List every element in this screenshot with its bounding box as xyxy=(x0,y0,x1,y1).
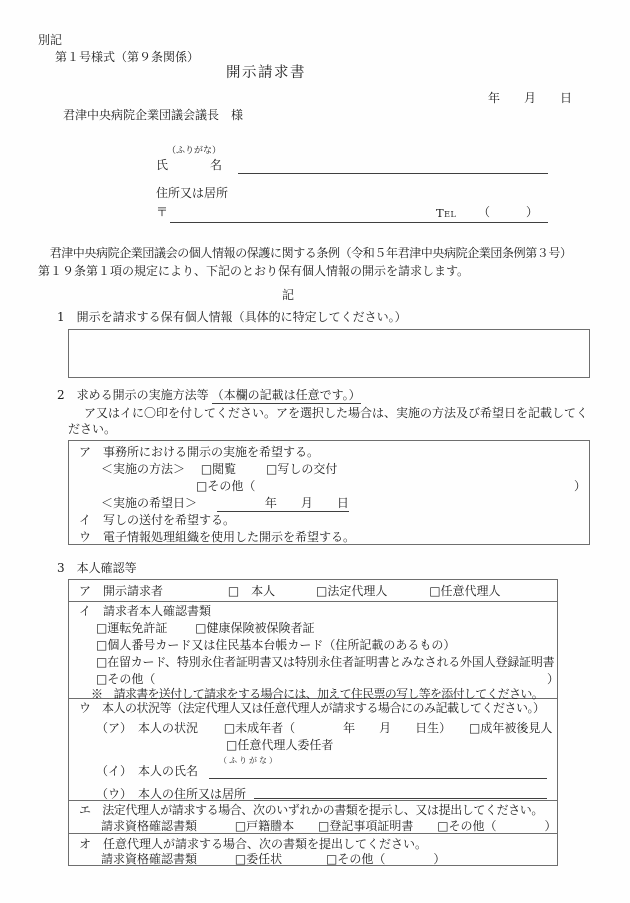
checkbox-legal-rep[interactable]: □法定代理人 xyxy=(316,584,388,598)
date-fill-line[interactable]: 年 月 日 xyxy=(487,91,572,105)
address-label: 住所又は居所 xyxy=(156,186,229,200)
furigana-label: （ふりがな） xyxy=(167,146,222,156)
method-option-u: ウ 電子情報処理組織を使用した開示を希望する。 xyxy=(79,530,356,544)
tel-fill-parens[interactable]: （ ） xyxy=(478,205,539,219)
legal-rep-docs-row xyxy=(101,819,557,833)
intro-line-2: 第１９条第１項の規定により、下記のとおり保有個人情報の開示を請求します。 xyxy=(38,264,470,278)
intro-line-1: 君津中央病院企業団議会の個人情報の保護に関する条例（令和５年君津中央病院企業団条例第３号） xyxy=(38,246,572,260)
identity-verification-box xyxy=(68,579,558,866)
principal-name-fill-line[interactable] xyxy=(209,778,547,779)
checkbox-legal-rep-other[interactable]: □その他（ ） xyxy=(437,819,557,833)
principal-address-label: （ウ） 本人の住所又は居所 xyxy=(96,787,247,801)
method-option-a: ア 事務所における開示の実施を希望する。 xyxy=(79,445,320,459)
principal-name-label: （イ） 本人の氏名 xyxy=(96,764,199,778)
legal-rep-instruction: エ 法定代理人が請求する場合、次のいずれかの書類を提示し、又は提出してください。 xyxy=(79,803,544,817)
method-row xyxy=(101,462,337,476)
checkbox-family-register[interactable]: □戸籍謄本 xyxy=(234,819,295,833)
checkbox-delegator[interactable]: □任意代理人委任者 xyxy=(226,738,334,752)
checkbox-health-insurance[interactable]: □健康保険被保険者証 xyxy=(195,621,315,635)
address-fill-line[interactable] xyxy=(170,222,548,223)
checkbox-minor[interactable]: □未成年者（ 年 月 日生） xyxy=(223,721,452,735)
method-other-paren-close: ） xyxy=(574,479,587,493)
page-title: 開示請求書 xyxy=(226,65,306,81)
desired-date-label: ＜実施の希望日＞ xyxy=(101,496,198,510)
requester-label: ア 開示請求者 xyxy=(79,584,164,598)
checkbox-view[interactable]: □閲覧 xyxy=(200,462,237,476)
checkbox-power-of-attorney[interactable]: □委任状 xyxy=(234,852,283,866)
mail-request-note: ※ 請求書を送付して請求をする場合には、加えて住民票の写し等を添付してください。 xyxy=(91,687,544,701)
checkbox-method-other[interactable]: □その他（ xyxy=(196,479,256,493)
id-other-paren-close: ） xyxy=(547,672,560,686)
method-option-i: イ 写しの送付を希望する。 xyxy=(79,513,236,527)
principal-address-fill-line[interactable] xyxy=(254,798,547,799)
checkbox-voluntary-rep-other[interactable]: □その他（ ） xyxy=(326,852,446,866)
voluntary-rep-docs-label: 請求資格確認書類 xyxy=(101,852,198,866)
margin-note: 別記 xyxy=(38,33,63,47)
desired-date-row xyxy=(101,496,349,510)
requester-row xyxy=(79,584,501,598)
section2-instruction-2: ださい。 xyxy=(68,422,117,436)
voluntary-rep-docs-row xyxy=(101,852,445,866)
checkbox-voluntary-rep[interactable]: □任意代理人 xyxy=(429,584,501,598)
method-label: ＜実施の方法＞ xyxy=(101,462,186,476)
checkbox-adult-ward[interactable]: □成年被後見人 xyxy=(469,721,553,735)
ki-marker: 記 xyxy=(282,288,295,302)
checkbox-mynumber-card[interactable]: □個人番号カード又は住民基本台帳カード（住所記載のあるもの） xyxy=(96,638,456,652)
legal-rep-docs-label: 請求資格確認書類 xyxy=(101,819,198,833)
principal-status-row xyxy=(96,721,552,735)
postal-mark: 〒 xyxy=(156,205,169,219)
addressee: 君津中央病院企業団議会議長 様 xyxy=(63,108,244,122)
id-docs-label: イ 請求者本人確認書類 xyxy=(79,604,212,618)
divider xyxy=(69,601,557,602)
section2-heading: 2 求める開示の実施方法等 （本欄の記載は任意です。） xyxy=(57,388,361,402)
voluntary-rep-instruction: オ 任意代理人が請求する場合、次の書類を提出してください。 xyxy=(79,837,428,851)
checkbox-drivers-license[interactable]: □運転免許証 xyxy=(96,621,168,635)
form-number: 第１号様式（第９条関係） xyxy=(55,50,200,64)
checkbox-copy[interactable]: □写しの交付 xyxy=(266,462,338,476)
tel-label: Tel xyxy=(436,206,457,220)
principal-status-heading: ウ 本人の状況等（法定代理人又は任意代理人が請求する場合にのみ記載してください。） xyxy=(79,701,545,715)
section2-instruction-1: ア又はイに〇印を付してください。アを選択した場合は、実施の方法及び希望日を記載してく xyxy=(84,406,589,420)
name-fill-line[interactable] xyxy=(238,173,548,174)
checkbox-id-other[interactable]: □その他（ xyxy=(96,672,156,686)
disclosure-method-box xyxy=(68,440,590,545)
divider xyxy=(69,833,557,834)
checkbox-self[interactable]: □ 本人 xyxy=(227,584,276,598)
desired-date-fill-line[interactable]: 年 月 日 xyxy=(216,496,349,510)
checkbox-registry-certificate[interactable]: □登記事項証明書 xyxy=(318,819,414,833)
principal-status-label: （ア） 本人の状況 xyxy=(96,721,199,735)
section1-heading: 1 開示を請求する保有個人情報（具体的に特定してください。） xyxy=(57,310,407,324)
section2-heading-optional: （本欄の記載は任意です。） xyxy=(211,388,361,402)
checkbox-residence-card[interactable]: □在留カード、特別永住者証明書又は特別永住者証明書とみなされる外国人登録証明書 xyxy=(96,655,555,669)
name-label: 氏 名 xyxy=(156,158,223,172)
principal-furigana-label: （ふりがな） xyxy=(219,756,279,765)
requested-info-input-box[interactable] xyxy=(68,329,590,378)
id-docs-line-1 xyxy=(96,621,315,635)
section3-heading: 3 本人確認等 xyxy=(57,561,137,575)
